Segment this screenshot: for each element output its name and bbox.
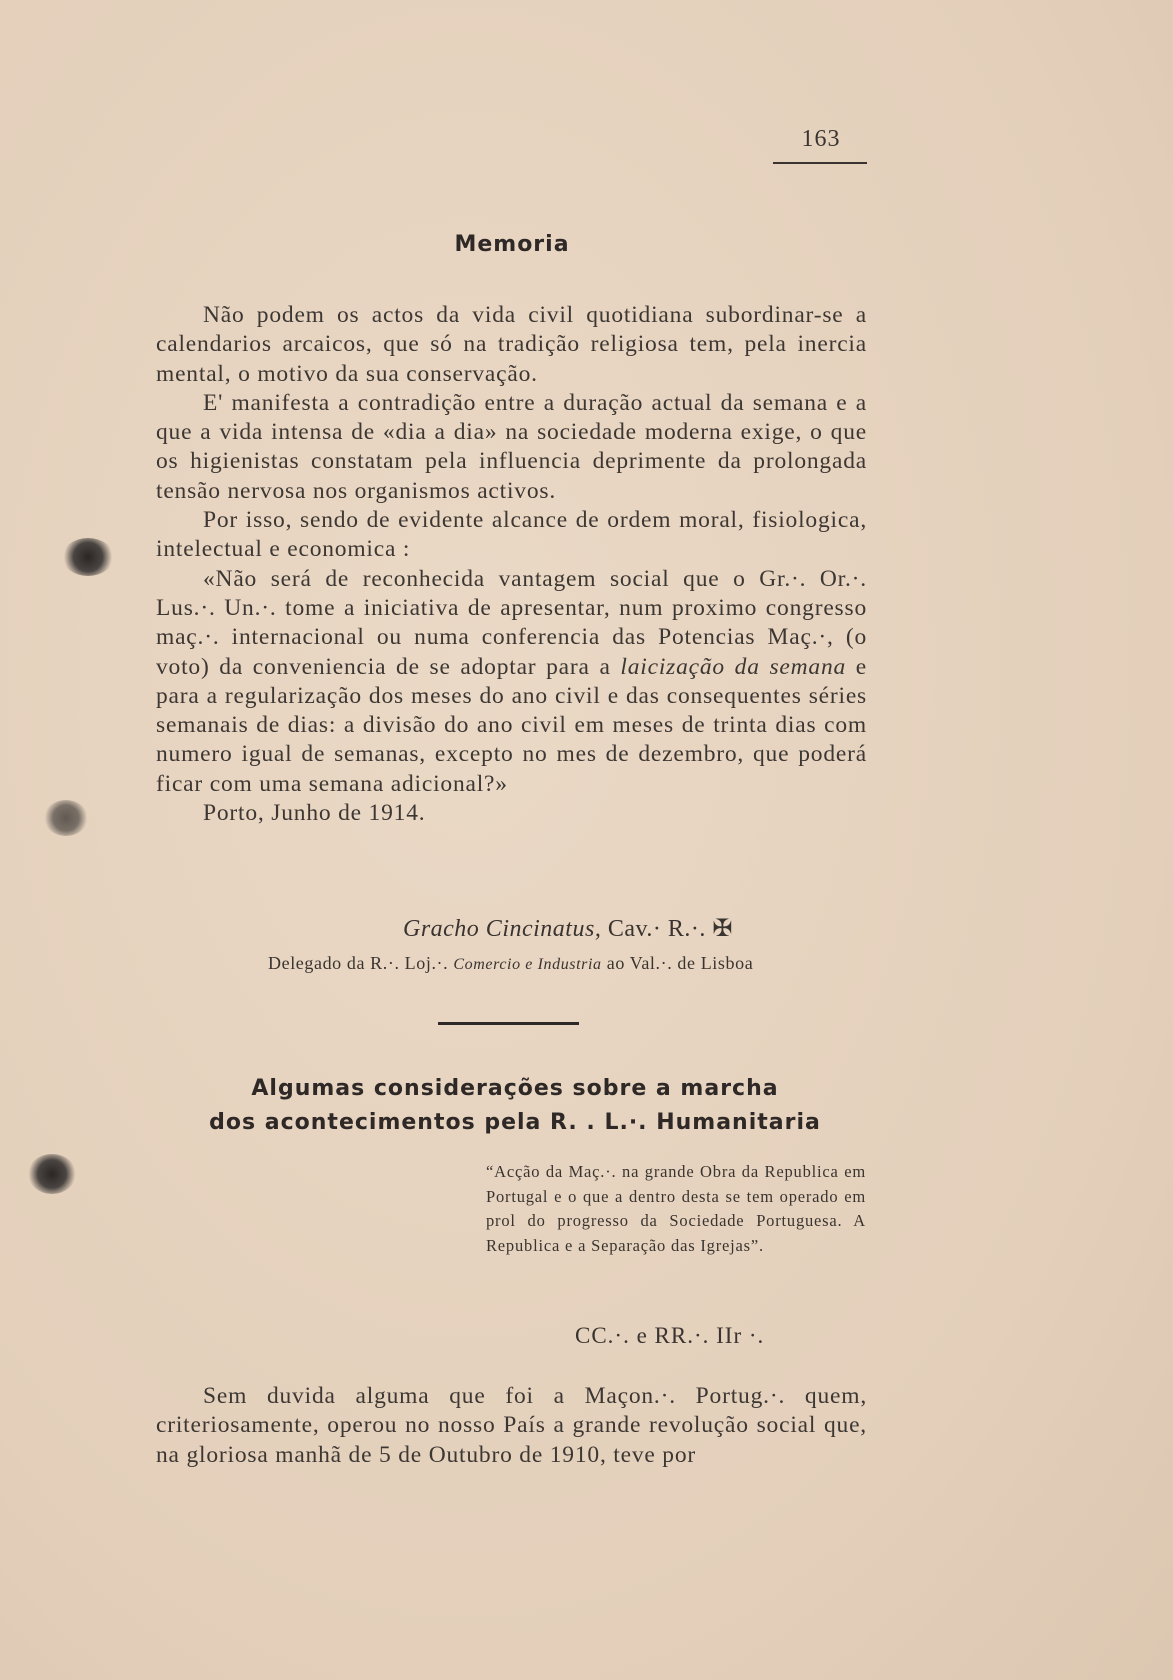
title-line: Algumas considerações sobre a marcha xyxy=(251,1076,779,1101)
signature-name: Gracho Cincinatus, xyxy=(402,916,602,942)
delegate-lodge: Comercio e Industria xyxy=(453,956,602,973)
section-title-algumas xyxy=(0,1072,1030,1140)
ink-blot xyxy=(62,538,114,576)
section-divider xyxy=(438,1022,579,1025)
paragraph: Por isso, sendo de evidente alcance de ordem moral, fisiologica, intelectual e economica : xyxy=(156,507,867,563)
signature-rank: Cav.· R.·. ✠ xyxy=(607,916,734,942)
proposal-emphasis: laicização da semana xyxy=(620,653,847,680)
proposal-text-cont: e para a regularização dos meses do ano civil e das consequentes séries semanais de dias: a divisão do ano civil em meses de trinta dias com numero igual de semanas, excepto no mes de dezembro, que poderá ficar com uma semana adicional?» xyxy=(156,653,868,797)
epigraph xyxy=(486,1160,866,1258)
memoria-body xyxy=(156,301,867,828)
greeting: CC.·. e RR.·. IIr ·. xyxy=(575,1323,765,1348)
delegate-line xyxy=(268,953,753,974)
page-number: 163 xyxy=(801,126,841,152)
paragraph-proposal xyxy=(156,565,867,799)
epigraph-text: “Acção da Maç.·. na grande Obra da Republica em Portugal e o que a dentro desta se tem operado em prol do progresso da Sociedade Portuguesa. A Republica e a Separação das Igrejas”. xyxy=(486,1162,866,1255)
ink-blot xyxy=(28,1154,76,1194)
delegate-suffix: ao Val.·. de Lisboa xyxy=(606,953,754,973)
algumas-body xyxy=(156,1382,867,1470)
ink-blot xyxy=(44,800,88,836)
page-number-rule xyxy=(773,162,867,164)
paragraph: Não podem os actos da vida civil quotidiana subordinar-se a calendarios arcaicos, que só na tradição religiosa tem, pela inercia mental, o motivo da sua conservação. xyxy=(156,302,867,387)
proposal-text: «Não será de reconhecida vantagem social que o Gr.·. Or.·. Lus.·. Un.·. tome a iniciativa de apresentar, num proximo congresso maç.·. internacional ou numa conferencia das Potencias Maç.·, (o voto) da conveniencia de se adoptar para a xyxy=(156,565,867,680)
section-title-memoria: Memoria xyxy=(454,232,570,257)
title-line: dos acontecimentos pela R. . L.·. Humanitaria xyxy=(209,1110,821,1135)
signature xyxy=(0,914,1136,943)
delegate-prefix: Delegado da R.·. Loj.·. xyxy=(268,953,449,973)
dateline: Porto, Junho de 1914. xyxy=(203,800,426,827)
paragraph: Sem duvida alguma que foi a Maçon.·. Portug.·. quem, criteriosamente, operou no nosso País a grande revolução social que, na gloriosa manhã de 5 de Outubro de 1910, teve por xyxy=(156,1383,867,1468)
paragraph: E' manifesta a contradição entre a duração actual da semana e a que a vida intensa de «dia a dia» na sociedade moderna exige, o que os higienistas constatam pela influencia deprimente da prolongada tensão nervosa nos organismos activos. xyxy=(156,389,867,504)
